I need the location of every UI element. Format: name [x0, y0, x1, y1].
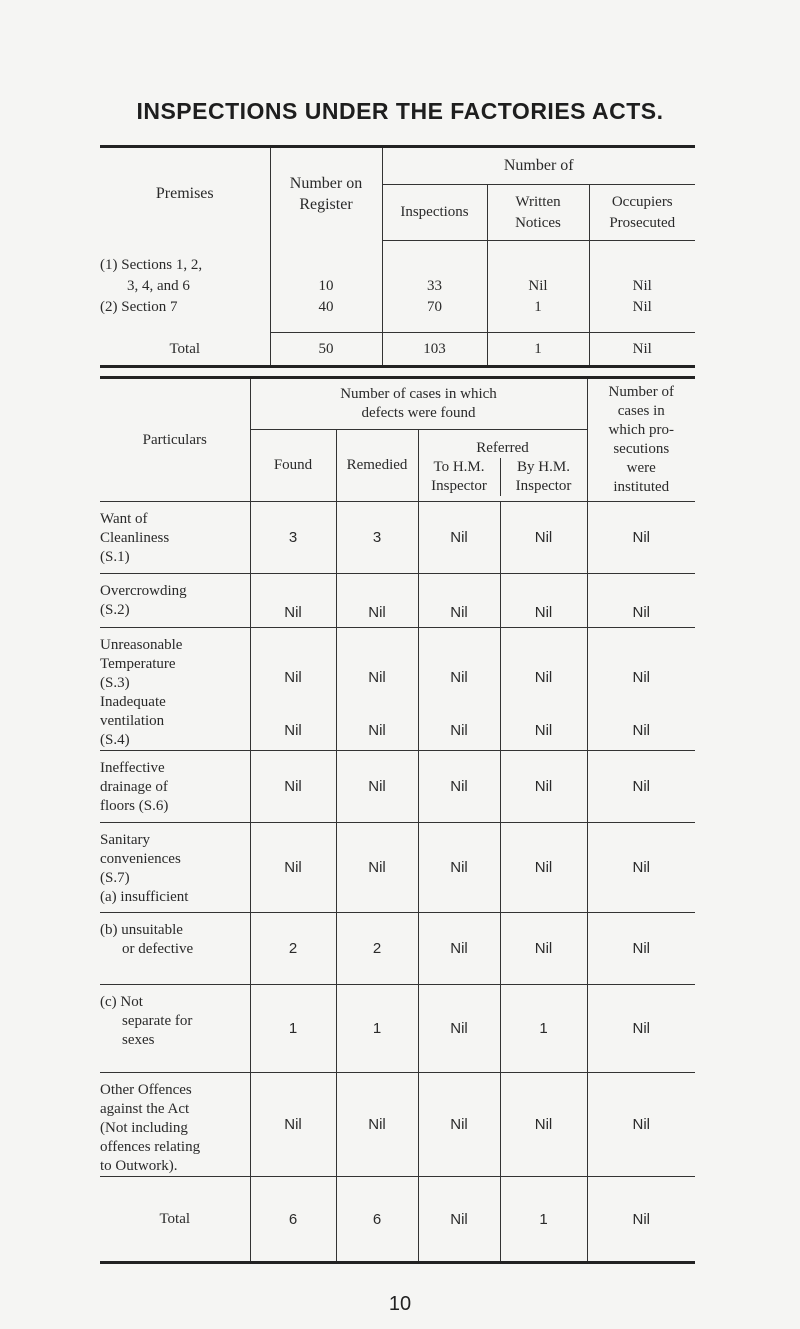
cell-by-hm: 1: [500, 985, 587, 1073]
header-found: Found: [250, 430, 336, 502]
row-label: Want of Cleanliness (S.1): [100, 502, 250, 574]
total-occupiers: Nil: [589, 333, 695, 367]
cell-prosecutions: Nil: [587, 1073, 695, 1177]
header-written-notices: Written Notices: [487, 185, 589, 241]
row-label: Sanitary conveniences (S.7) (a) insufficient: [100, 823, 250, 913]
cell-to-hm: Nil: [418, 574, 500, 628]
total-to-hm: Nil: [418, 1177, 500, 1263]
header-remedied: Remedied: [336, 430, 418, 502]
header-number-of: Number of: [382, 147, 695, 185]
cell-remedied: Nil: [336, 823, 418, 913]
cell-remedied: Nil Nil: [336, 628, 418, 751]
header-prosecutions: Number of cases in which pro- secutions were instituted: [587, 378, 695, 502]
cell-remedied: Nil: [336, 1073, 418, 1177]
factories-inspections-table: [100, 145, 695, 368]
cell-found: Nil: [250, 823, 336, 913]
table-row: [100, 502, 695, 574]
cell-remedied: 2: [336, 913, 418, 985]
table-row: [100, 985, 695, 1073]
row-label: (c) Not separate for sexes: [100, 985, 250, 1073]
row-label: Unreasonable Temperature (S.3) Inadequate ventilation (S.4): [100, 628, 250, 751]
cell-prosecutions: Nil: [587, 574, 695, 628]
cell-remedied: Nil: [336, 751, 418, 823]
cell-to-hm: Nil: [418, 1073, 500, 1177]
header-premises: Premises: [100, 147, 270, 241]
header-referred: Referred To H.M. Inspector By H.M. Inspector: [418, 430, 587, 502]
cell-found: Nil: [250, 574, 336, 628]
cell-found: 1: [250, 985, 336, 1073]
cell-by-hm: Nil Nil: [500, 628, 587, 751]
header-cases-found: Number of cases in which defects were found: [250, 378, 587, 430]
cell-prosecutions: Nil: [587, 913, 695, 985]
cell-prosecutions: Nil Nil: [587, 628, 695, 751]
table-row: [100, 823, 695, 913]
cell-prosecutions: Nil: [587, 985, 695, 1073]
total-label: Total: [100, 1177, 250, 1263]
table-row: [100, 913, 695, 985]
table-row: [100, 751, 695, 823]
defects-table: [100, 376, 695, 1264]
total-prosecutions: Nil: [587, 1177, 695, 1263]
inspections-values: 33 70: [382, 241, 487, 333]
cell-by-hm: Nil: [500, 751, 587, 823]
header-inspections: Inspections: [382, 185, 487, 241]
row-label: Overcrowding (S.2): [100, 574, 250, 628]
written-notices-values: Nil 1: [487, 241, 589, 333]
header-register: Number on Register: [270, 147, 382, 241]
page-title: INSPECTIONS UNDER THE FACTORIES ACTS.: [136, 98, 664, 124]
occupiers-values: Nil Nil: [589, 241, 695, 333]
total-by-hm: 1: [500, 1177, 587, 1263]
cell-to-hm: Nil: [418, 823, 500, 913]
register-values: 10 40: [270, 241, 382, 333]
premises-labels: (1) Sections 1, 2, 3, 4, and 6 (2) Section 7: [100, 256, 203, 315]
header-to-hm: To H.M. Inspector: [419, 458, 501, 496]
cell-to-hm: Nil: [418, 502, 500, 574]
table-row: [100, 628, 695, 751]
table-row: [100, 574, 695, 628]
total-found: 6: [250, 1177, 336, 1263]
row-label: Other Offences against the Act (Not including offences relating to Outwork).: [100, 1073, 250, 1177]
cell-found: Nil: [250, 751, 336, 823]
header-particulars: Particulars: [100, 378, 250, 502]
row-label: Ineffective drainage of floors (S.6): [100, 751, 250, 823]
total-inspections: 103: [382, 333, 487, 367]
cell-to-hm: Nil: [418, 751, 500, 823]
table-row: [100, 1073, 695, 1177]
cell-to-hm: Nil: [418, 913, 500, 985]
cell-to-hm: Nil: [418, 985, 500, 1073]
cell-found: Nil Nil: [250, 628, 336, 751]
cell-prosecutions: Nil: [587, 823, 695, 913]
cell-by-hm: Nil: [500, 574, 587, 628]
header-occupiers-prosecuted: Occupiers Prosecuted: [589, 185, 695, 241]
cell-found: Nil: [250, 1073, 336, 1177]
total-register: 50: [270, 333, 382, 367]
cell-to-hm: Nil Nil: [418, 628, 500, 751]
cell-prosecutions: Nil: [587, 502, 695, 574]
total-row: [100, 1177, 695, 1263]
cell-found: 2: [250, 913, 336, 985]
total-written: 1: [487, 333, 589, 367]
cell-by-hm: Nil: [500, 1073, 587, 1177]
cell-found: 3: [250, 502, 336, 574]
cell-by-hm: Nil: [500, 913, 587, 985]
row-label: (b) unsuitable or defective: [100, 913, 250, 985]
total-remedied: 6: [336, 1177, 418, 1263]
page-number: 10: [388, 1293, 412, 1315]
total-label: Total: [100, 333, 270, 367]
cell-remedied: 3: [336, 502, 418, 574]
cell-remedied: Nil: [336, 574, 418, 628]
cell-remedied: 1: [336, 985, 418, 1073]
header-by-hm: By H.M. Inspector: [515, 459, 572, 494]
cell-prosecutions: Nil: [587, 751, 695, 823]
cell-by-hm: Nil: [500, 502, 587, 574]
cell-by-hm: Nil: [500, 823, 587, 913]
